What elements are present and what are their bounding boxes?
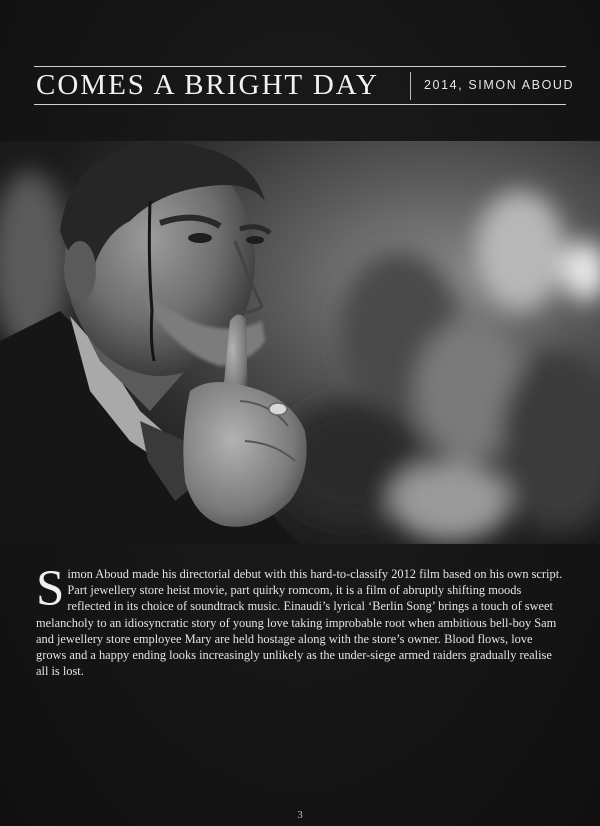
header-bottom-rule (34, 104, 566, 105)
page-title: COMES A BRIGHT DAY (36, 69, 379, 101)
header-top-rule (34, 66, 566, 67)
page-subtitle: 2014, SIMON ABOUD (424, 78, 575, 92)
page-number: 3 (297, 809, 303, 821)
article-body-text: imon Aboud made his directorial debut with this hard-to-classify 2012 film based on his own script. Part jewellery store heist movie, part quirky romcom, it is a film of abruptly shifting moods reflected in its choice of soundtrack music. Einaudi’s lyrical ‘Berlin Song’ brings a touch of sweet melancholy to an idiosyncratic story of young love taking improbable root when ambitious bell-boy Sam and jewellery store employee Mary are held hostage along with the store’s owner. Blood flows, love grows and a happy ending looks increasingly unlikely as the under-siege armed raiders gradually realise all is lost. (36, 567, 563, 679)
film-still-image (0, 141, 600, 544)
drop-cap: S (36, 561, 65, 617)
article-body (36, 561, 564, 679)
header-divider (410, 72, 411, 100)
